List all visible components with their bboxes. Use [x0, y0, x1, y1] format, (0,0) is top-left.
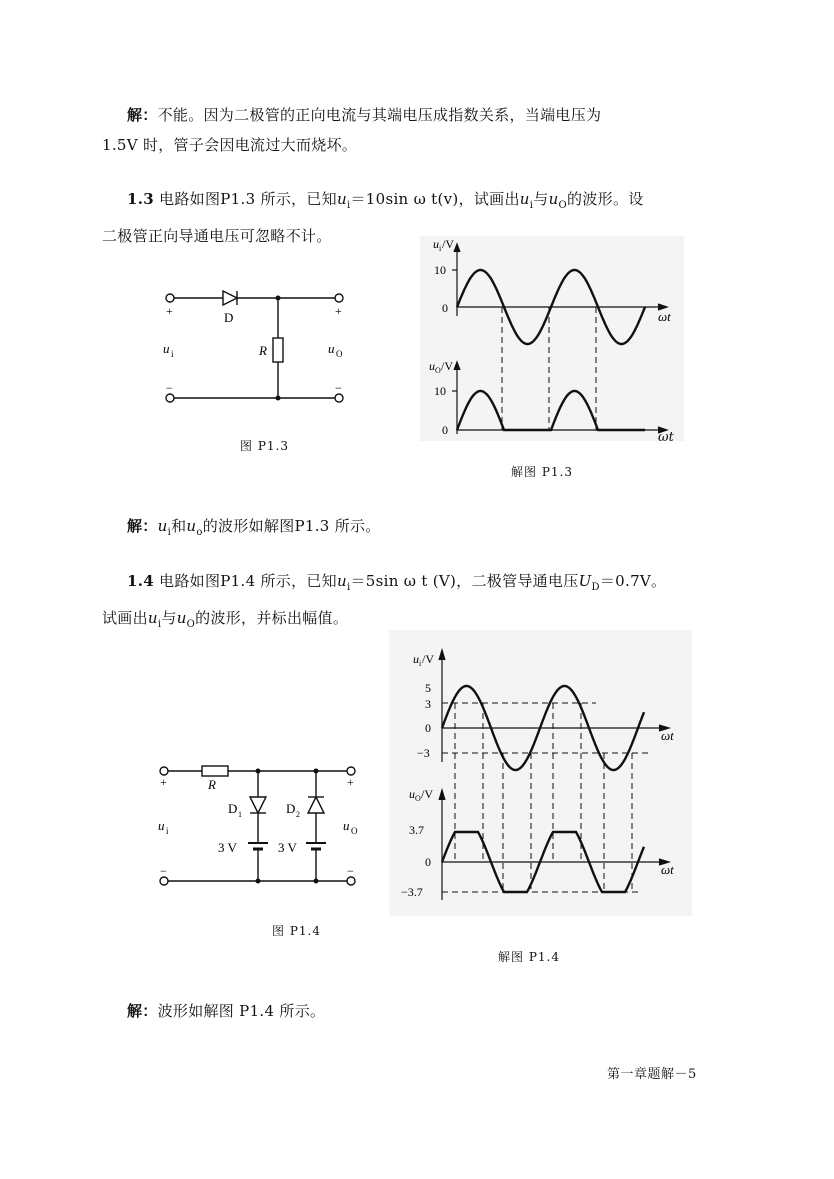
svg-text:/V: /V [422, 652, 434, 666]
caption-solution-p1-4: 解图 P1.4 [498, 950, 560, 964]
svg-text:u: u [328, 341, 335, 356]
svg-text:3 V: 3 V [218, 840, 237, 855]
svg-text:−: − [166, 381, 173, 395]
svg-text:O: O [435, 366, 441, 375]
waveform-p1-3 [420, 236, 684, 441]
svg-text:−3.7: −3.7 [401, 885, 423, 899]
svg-text:+: + [347, 775, 354, 789]
svg-text:u: u [343, 818, 350, 833]
tick-10: 10 [434, 263, 446, 277]
svg-text:u: u [429, 359, 435, 373]
svg-text:−: − [347, 864, 354, 878]
caption-p1-3: 图 P1.3 [240, 439, 289, 453]
svg-text:−: − [335, 381, 342, 395]
svg-text:1: 1 [238, 810, 242, 819]
svg-text:ωt: ωt [658, 309, 671, 324]
circuit-p1-3 [155, 280, 355, 420]
svg-text:ωt: ωt [661, 728, 674, 743]
svg-text:u: u [158, 818, 165, 833]
svg-text:u: u [413, 652, 419, 666]
svg-text:R: R [208, 777, 216, 792]
answer-text-line2: 1.5V 时，管子会因电流过大而烧坏。 [102, 136, 358, 154]
answer-text: 不能。因为二极管的正向电流与其端电压成指数关系，当端电压为 [157, 106, 602, 124]
svg-text:/V: /V [442, 237, 454, 251]
caption-p1-4: 图 P1.4 [272, 924, 321, 938]
svg-text:2: 2 [296, 810, 300, 819]
svg-text:O: O [351, 826, 358, 836]
resistor-label: R [259, 343, 267, 358]
svg-text:u: u [433, 237, 439, 251]
svg-text:O: O [336, 349, 343, 359]
circuit-p1-4 [150, 755, 365, 895]
svg-text:−: − [160, 864, 167, 878]
svg-text:/V: /V [421, 787, 433, 801]
svg-text:5: 5 [425, 681, 431, 695]
svg-text:i: i [166, 826, 169, 836]
diode-label: D [224, 310, 234, 325]
svg-text:−3: −3 [417, 746, 430, 760]
svg-text:+: + [160, 775, 167, 789]
answer-1-2 [102, 100, 707, 160]
waveform-p1-4 [389, 630, 692, 916]
svg-text:D: D [228, 801, 238, 816]
answer-1-3: 解：$u_i$和$u_o$的波形如解图P1.3 所示。 [127, 517, 381, 538]
svg-text:D: D [286, 801, 296, 816]
svg-text:O: O [415, 794, 421, 803]
answer-label: 解： [127, 106, 158, 124]
tick-10: 10 [434, 384, 446, 398]
svg-text:+: + [166, 304, 173, 318]
tick-0: 0 [442, 423, 448, 437]
svg-text:0: 0 [425, 721, 431, 735]
svg-text:i: i [171, 349, 174, 359]
tick-0: 0 [442, 301, 448, 315]
svg-text:0: 0 [425, 855, 431, 869]
svg-text:+: + [335, 304, 342, 318]
answer-1-4: 解：波形如解图 P1.4 所示。 [127, 1002, 326, 1020]
svg-text:u: u [409, 787, 415, 801]
question-number: 1.3 [127, 190, 154, 208]
uo-waveform [457, 391, 645, 430]
svg-text:ωt: ωt [661, 862, 674, 877]
svg-text:u: u [163, 341, 170, 356]
svg-text:/V: /V [441, 359, 453, 373]
question-1-4: 1.4 电路如图P1.4 所示，已知$u_i=5\sin$ ω t (V)，二极管导通电压$U_D=0.7V$。 试画出$u_i$与$u_O$的波形，并标出幅值。 [102, 572, 667, 630]
svg-text:3.7: 3.7 [409, 823, 424, 837]
question-1-3: 1.3 电路如图P1.3 所示，已知$u_i=10\sin$ ω t(v)，试画出$u_i$与$u_O$的波形。设 二极管正向导通电压可忽略不计。 [102, 190, 644, 245]
caption-solution-p1-3: 解图 P1.3 [511, 465, 573, 479]
page-footer: 第一章题解－5 [607, 1067, 697, 1082]
svg-text:3 V: 3 V [278, 840, 297, 855]
svg-text:3: 3 [425, 697, 431, 711]
svg-text:i: i [419, 659, 422, 668]
svg-text:i: i [439, 244, 442, 253]
